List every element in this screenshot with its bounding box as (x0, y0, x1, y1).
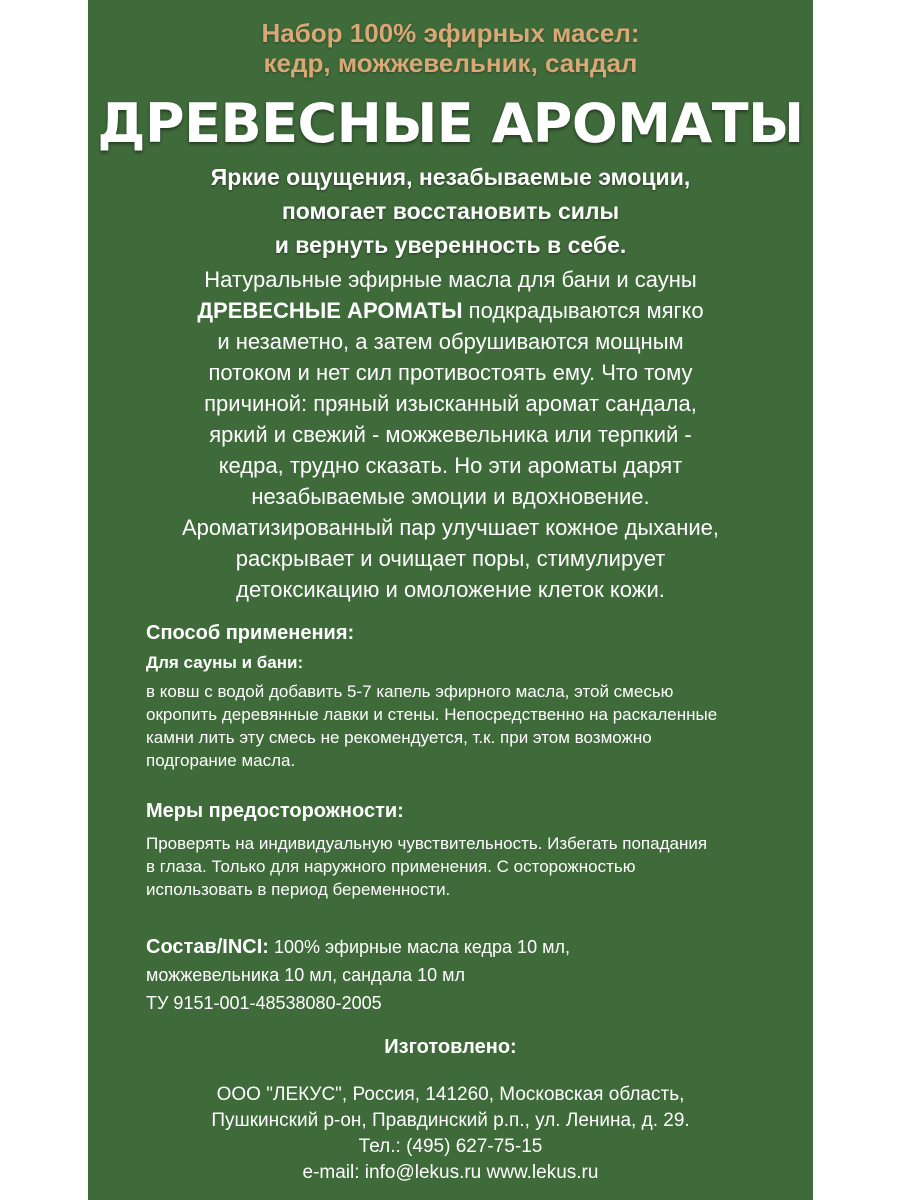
usage-subheading: Для сауны и бани: (146, 653, 304, 672)
manufacturer-info (88, 1082, 813, 1186)
description-brand-name: ДРЕВЕСНЫЕ АРОМАТЫ (197, 298, 463, 323)
product-description (118, 264, 783, 605)
product-set-title-line: Набор 100% эфирных масел: (261, 18, 640, 48)
composition-line-rest: 100% эфирные масла кедра 10 мл, (268, 937, 570, 957)
description-line: незабываемые эмоции и вдохновение. (251, 484, 650, 509)
precautions-line: использовать в период беременности. (146, 880, 451, 899)
description-line (118, 295, 783, 326)
description-line-rest: подкрадываются мягко (462, 298, 704, 323)
manufacturer-line: Пушкинский р-он, Правдинский р.п., ул. Ленина, д. 29. (211, 1110, 690, 1131)
description-line: раскрывает и очищает поры, стимулирует (235, 546, 666, 571)
description-line: яркий и свежий - можжевельника или терпкий - (209, 422, 692, 447)
composition-line (146, 933, 766, 961)
spec-number: ТУ 9151-001-48538080-2005 (146, 993, 382, 1013)
tagline-line: и вернуть уверенность в себе. (274, 232, 627, 258)
manufacturer-line: ООО "ЛЕКУС", Россия, 141260, Московская область, (216, 1084, 685, 1105)
description-line: и незаметно, а затем обрушиваются мощным (217, 329, 684, 354)
description-line: детоксикацию и омоложение клеток кожи. (236, 577, 665, 602)
description-line: причиной: пряный изысканный аромат сандала, (204, 391, 697, 416)
usage-heading: Способ применения: (146, 622, 355, 644)
composition-line: можжевельника 10 мл, сандала 10 мл (146, 965, 465, 985)
precautions-line: Проверять на индивидуальную чувствительность. Избегать попадания (146, 834, 708, 853)
label-panel (88, 0, 813, 1200)
usage-line: подгорание масла. (146, 751, 296, 770)
description-line: Ароматизированный пар улучшает кожное дыхание, (181, 515, 720, 540)
manufacturer-line: Тел.: (495) 627-75-15 (358, 1136, 543, 1157)
product-set-title (88, 18, 813, 78)
usage-line: в ковш с водой добавить 5-7 капель эфирного масла, этой смесью (146, 682, 674, 701)
usage-instructions (146, 680, 766, 772)
composition (146, 933, 766, 1017)
usage-line: окропить деревянные лавки и стены. Непосредственно на раскаленные (146, 705, 718, 724)
description-line: потоком и нет сил противостоять ему. Что тому (208, 360, 693, 385)
precautions-line: в глаза. Только для наружного применения. С осторожностью (146, 857, 636, 876)
precautions-heading: Меры предосторожности: (146, 800, 404, 822)
precautions-text (146, 832, 766, 901)
usage-line: камни лить эту смесь не рекомендуется, т.к. при этом возможно (146, 728, 652, 747)
product-set-title-line: кедр, можжевельник, сандал (263, 48, 638, 78)
brand-title: ДРЕВЕСНЫЕ АРОМАТЫ (97, 92, 804, 155)
tagline-line: помогает восстановить силы (281, 198, 620, 224)
manufacturer-heading: Изготовлено: (384, 1036, 517, 1058)
manufacturer-contacts: e-mail: info@lekus.ru www.lekus.ru (302, 1162, 599, 1183)
tagline-line: Яркие ощущения, незабываемые эмоции, (210, 164, 691, 190)
composition-label: Состав/INCI: (146, 936, 269, 958)
description-line: Натуральные эфирные масла для бани и сауны (204, 267, 697, 292)
tagline (88, 160, 813, 262)
description-line: кедра, трудно сказать. Но эти ароматы дарят (218, 453, 683, 478)
